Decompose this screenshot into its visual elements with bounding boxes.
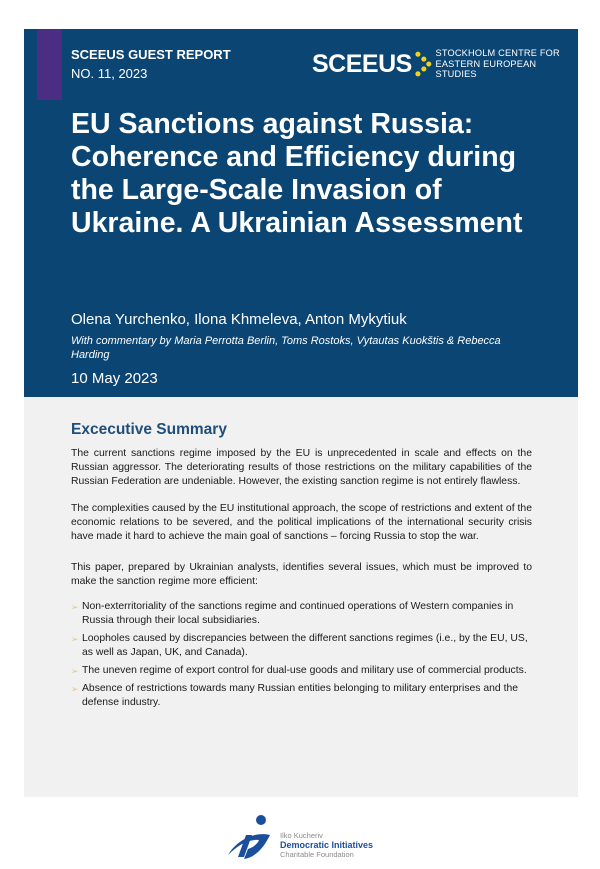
- summary-heading: Excecutive Summary: [71, 421, 227, 438]
- logo-wordmark: SCEEUS: [312, 49, 412, 78]
- list-item: [71, 664, 532, 678]
- report-title: EU Sanctions against Russia: Coherence and Efficiency during the Large-Scale Invasion of Ukraine. A Ukrainian Assessment: [71, 108, 523, 239]
- executive-summary: [24, 397, 578, 797]
- foundation-name: [280, 831, 373, 859]
- chevron-right-icon: ➢: [71, 684, 79, 694]
- report-series: SCEEUS GUEST REPORT: [71, 47, 231, 62]
- cover-header: [24, 29, 578, 397]
- list-item: [71, 632, 532, 660]
- issues-list: [71, 600, 532, 714]
- list-item: [71, 682, 532, 710]
- logo-tagline-line2: EASTERN EUROPEAN STUDIES: [435, 58, 537, 80]
- publication-date: 10 May 2023: [71, 370, 158, 387]
- chevron-right-icon: ➢: [71, 666, 79, 676]
- logo-tagline-line1: STOCKHOLM CENTRE FOR: [435, 48, 560, 59]
- accent-bar: [37, 29, 62, 100]
- list-item-text: Loopholes caused by discrepancies between the different sanctions regimes (i.e., by the EU, US, as well as Japan, UK, and Canada).: [82, 633, 528, 658]
- foundation-line3: Charitable Foundation: [280, 850, 354, 859]
- summary-paragraph: The complexities caused by the EU institutional approach, the scope of restrictions and extent of the economic relations to be severed, and the political implications of the international security crisis have made it hard to achieve the main goal of sanctions – forcing Russia to stop the war.: [71, 503, 532, 542]
- foundation-emblem-icon: [226, 813, 276, 863]
- list-item: [71, 600, 532, 628]
- list-item-text: Absence of restrictions towards many Russian entities belonging to military enterprises and the defense industry.: [82, 683, 519, 708]
- authors: Olena Yurchenko, Ilona Khmeleva, Anton Mykytiuk: [71, 311, 407, 328]
- logo-tagline: [436, 48, 578, 80]
- sceeus-logo: [312, 47, 578, 81]
- list-item-text: The uneven regime of export control for dual-use goods and military use of commercial products.: [82, 665, 527, 676]
- foundation-line2: Democratic Initiatives: [280, 840, 374, 850]
- summary-paragraph: This paper, prepared by Ukrainian analysts, identifies several issues, which must be improved to make the sanction regime more efficient:: [71, 562, 532, 587]
- foundation-line1: Ilko Kucheriv: [280, 831, 323, 840]
- chevron-right-icon: ➢: [71, 602, 79, 612]
- summary-paragraph: The current sanctions regime imposed by the EU is unprecedented in scale and effects on the Russian aggressor. The deteriorating results of those restrictions on the military capabilities of the Russian Federation are undeniable. However, the existing sanction regime is not entirely flawless.: [71, 448, 532, 487]
- report-number: NO. 11, 2023: [71, 66, 148, 81]
- list-item-text: Non-exterritoriality of the sanctions regime and continued operations of Western companies in Russia through their local subsidiaries.: [82, 601, 514, 626]
- commentary-credits: With commentary by Maria Perrotta Berlin, Toms Rostoks, Vytautas Kuokštis & Rebecca Harding: [71, 335, 501, 361]
- chevron-dots-icon: [414, 51, 432, 77]
- chevron-right-icon: ➢: [71, 634, 79, 644]
- democratic-initiatives-logo: [226, 812, 373, 864]
